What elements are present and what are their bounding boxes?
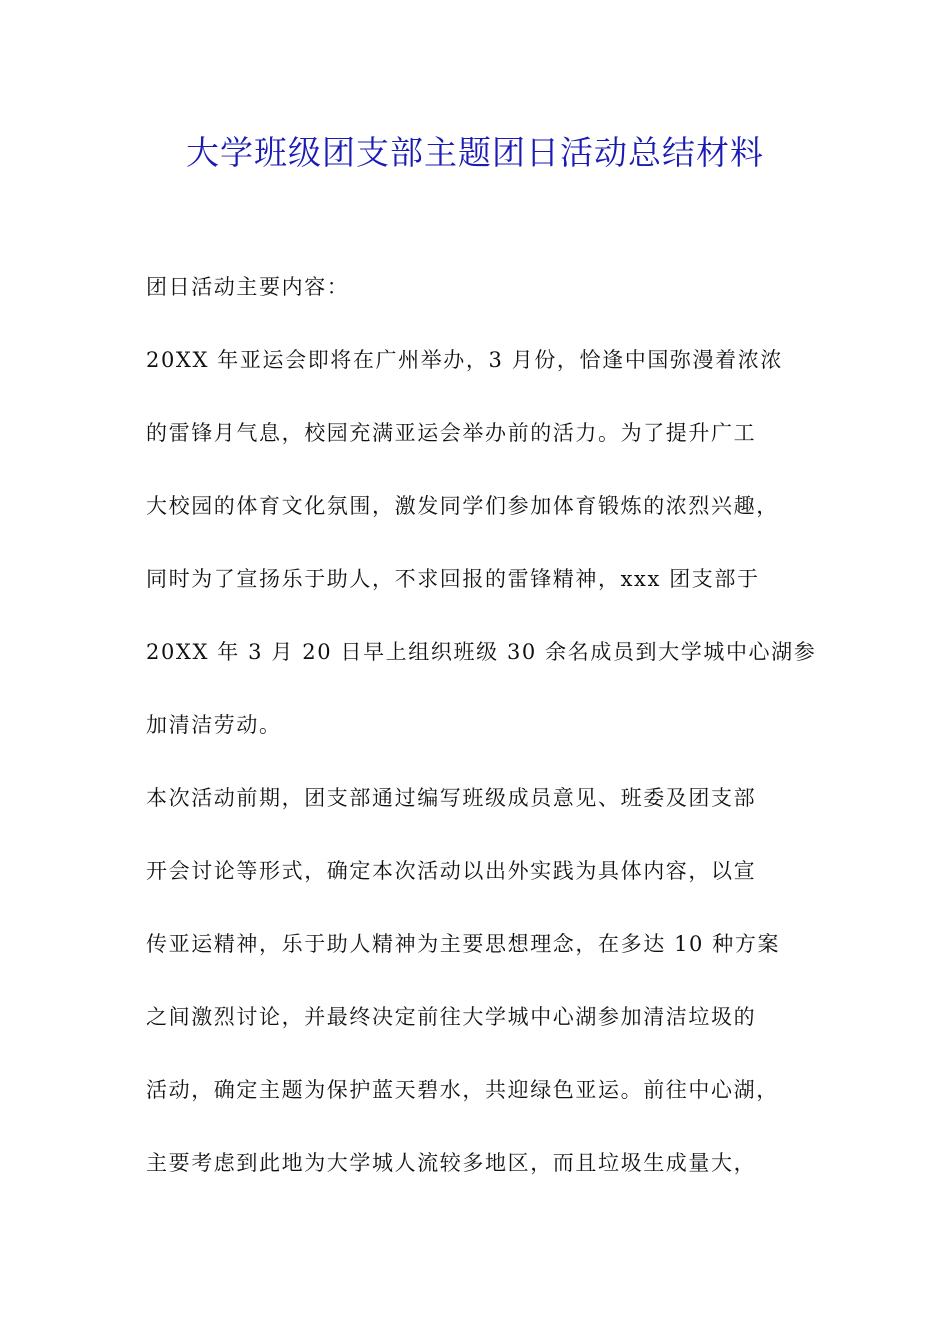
document-body [146, 264, 830, 1213]
paragraph-line: 主要考虑到此地为大学城人流较多地区，而且垃圾生成量大， [146, 1151, 757, 1175]
paragraph-line: 传亚运精神，乐于助人精神为主要思想理念，在多达 10 种方案 [146, 932, 781, 956]
document-title: 大学班级团支部主题团日活动总结材料 [186, 133, 764, 172]
section-heading: 团日活动主要内容： [146, 275, 350, 299]
paragraph-line: 之间激烈讨论，并最终决定前往大学城中心湖参加清洁垃圾的 [146, 1005, 757, 1029]
paragraph-line: 的雷锋月气息，校园充满亚运会举办前的活力。为了提升广工 [146, 421, 757, 445]
paragraph-line: 同时为了宣扬乐于助人，不求回报的雷锋精神，xxx 团支部于 [146, 567, 760, 591]
paragraph-line: 活动，确定主题为保护蓝天碧水，共迎绿色亚运。前往中心湖， [146, 1078, 779, 1102]
paragraph-line: 大校园的体育文化氛围，激发同学们参加体育锻炼的浓烈兴趣， [146, 494, 779, 518]
paragraph-line: 本次活动前期，团支部通过编写班级成员意见、班委及团支部 [146, 786, 757, 810]
paragraph-line: 开会讨论等形式，确定本次活动以出外实践为具体内容，以宣 [146, 859, 757, 883]
paragraph-line: 20XX 年 3 月 20 日早上组织班级 30 余名成员到大学城中心湖参 [146, 640, 817, 664]
paragraph-line: 加清洁劳动。 [146, 713, 282, 737]
paragraph-line: 20XX 年亚运会即将在广州举办，3 月份，恰逢中国弥漫着浓浓 [146, 348, 783, 372]
